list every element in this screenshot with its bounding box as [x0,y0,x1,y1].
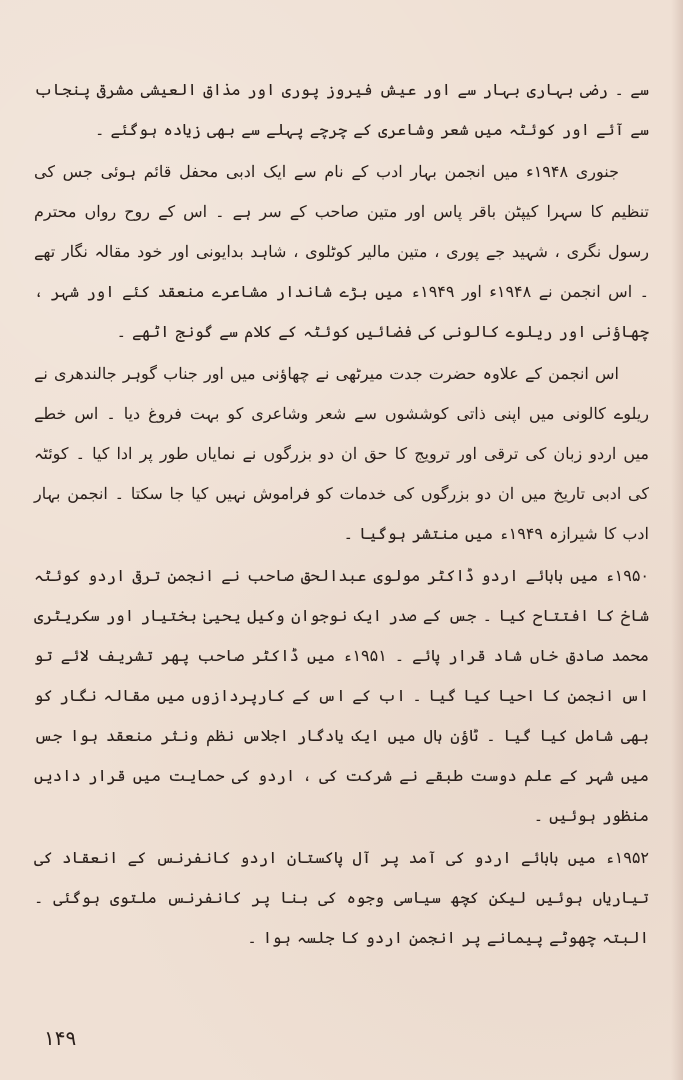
paragraph-3: اس انجمن کے علاوہ حضرت جدت میرٹھی نے چھاؤنی میں اور جناب گوہر جالندھری نے ریلوے کالونی میں اپنی ذاتی کوششوں سے شعر وشاعری کو بہت فروغ دیا ۔ اس خطے میں اردو زبان کی ترقی اور ترویج کا حق ان دو بزرگوں نے نمایاں طور پر ادا کیا ۔ کوئٹہ کی ادبی تاریخ میں ان دو بزرگوں کی خدمات کو فراموش نہیں کیا جا سکتا ۔ انجمن بہار ادب کا شیرازہ ۱۹۴۹ء میں منتشر ہوگیا ۔ [34,364,649,543]
paragraph-2: جنوری ۱۹۴۸ء میں انجمن بہار ادب کے نام سے ایک ادبی محفل قائم ہوئی جس کی تنظیم کا سہرا کیپٹن باقر پاس اور متین صاحب کے سر ہے ۔ اس کے روح رواں محترم رسول نگری ، شہید جے پوری ، متین مالیر کوٹلوی ، شاہد بدایونی اور خود مقالہ نگار تھے ۔ اس انجمن نے ۱۹۴۸ء اور ۱۹۴۹ء میں بڑے شاندار مشاعرے منعقد کئے اور شہر ، چھاؤنی اور ریلوے کالونی کی فضائیں کوئٹہ کے کلام سے گونج اٹھے ۔ [34,162,649,341]
paragraph-4: ۱۹۵۰ء میں بابائے اردو ڈاکٹر مولوی عبدالحق صاحب نے انجمن ترقی اردو کوئٹہ شاخ کا افتتاح کیا ۔ جس کے صدر ایک نوجوان وکیل یحییٰ بختیار اور سکریٹری محمد صادق خاں شاد قرار پائے ۔ ۱۹۵۱ء میں ڈاکٹر صاحب پھر تشریف لائے تو اس انجمن کا احیا کیا گیا ۔ اب کے اس کے کارپردازوں میں مقالہ نگار کو بھی شامل کیا گیا ۔ ٹاؤن ہال میں ایک یادگار اجلاس نظم ونثر منعقد ہوا جس میں شہر کے علم دوست طبقے نے شرکت کی ، اردو کی حمایت میں قرار دادیں منظور ہوئیں ۔ [34,566,649,825]
page-edge-shadow [671,0,683,1080]
paragraph-5: ۱۹۵۲ء میں بابائے اردو کی آمد پر آل پاکستان اردو کانفرنس کے انعقاد کی تیاریاں ہوئیں لیکن کچھ سیاسی وجوہ کی بنا پر کانفرنس ملتوی ہوگئی ۔ البتہ چھوٹے پیمانے پر انجمن اردو کا جلسہ ہوا ۔ [34,848,649,947]
page-number: ۱۴۹ [44,1026,77,1050]
paragraph-1: سے ۔ رضی بہاری بہار سے اور عیش فیروز پوری اور مذاق العیشی مشرقی پنجاب سے آئے اور کوئٹہ میں شعر وشاعری کے چرچے پہلے سے بھی زیادہ ہوگئے ۔ [34,80,649,139]
